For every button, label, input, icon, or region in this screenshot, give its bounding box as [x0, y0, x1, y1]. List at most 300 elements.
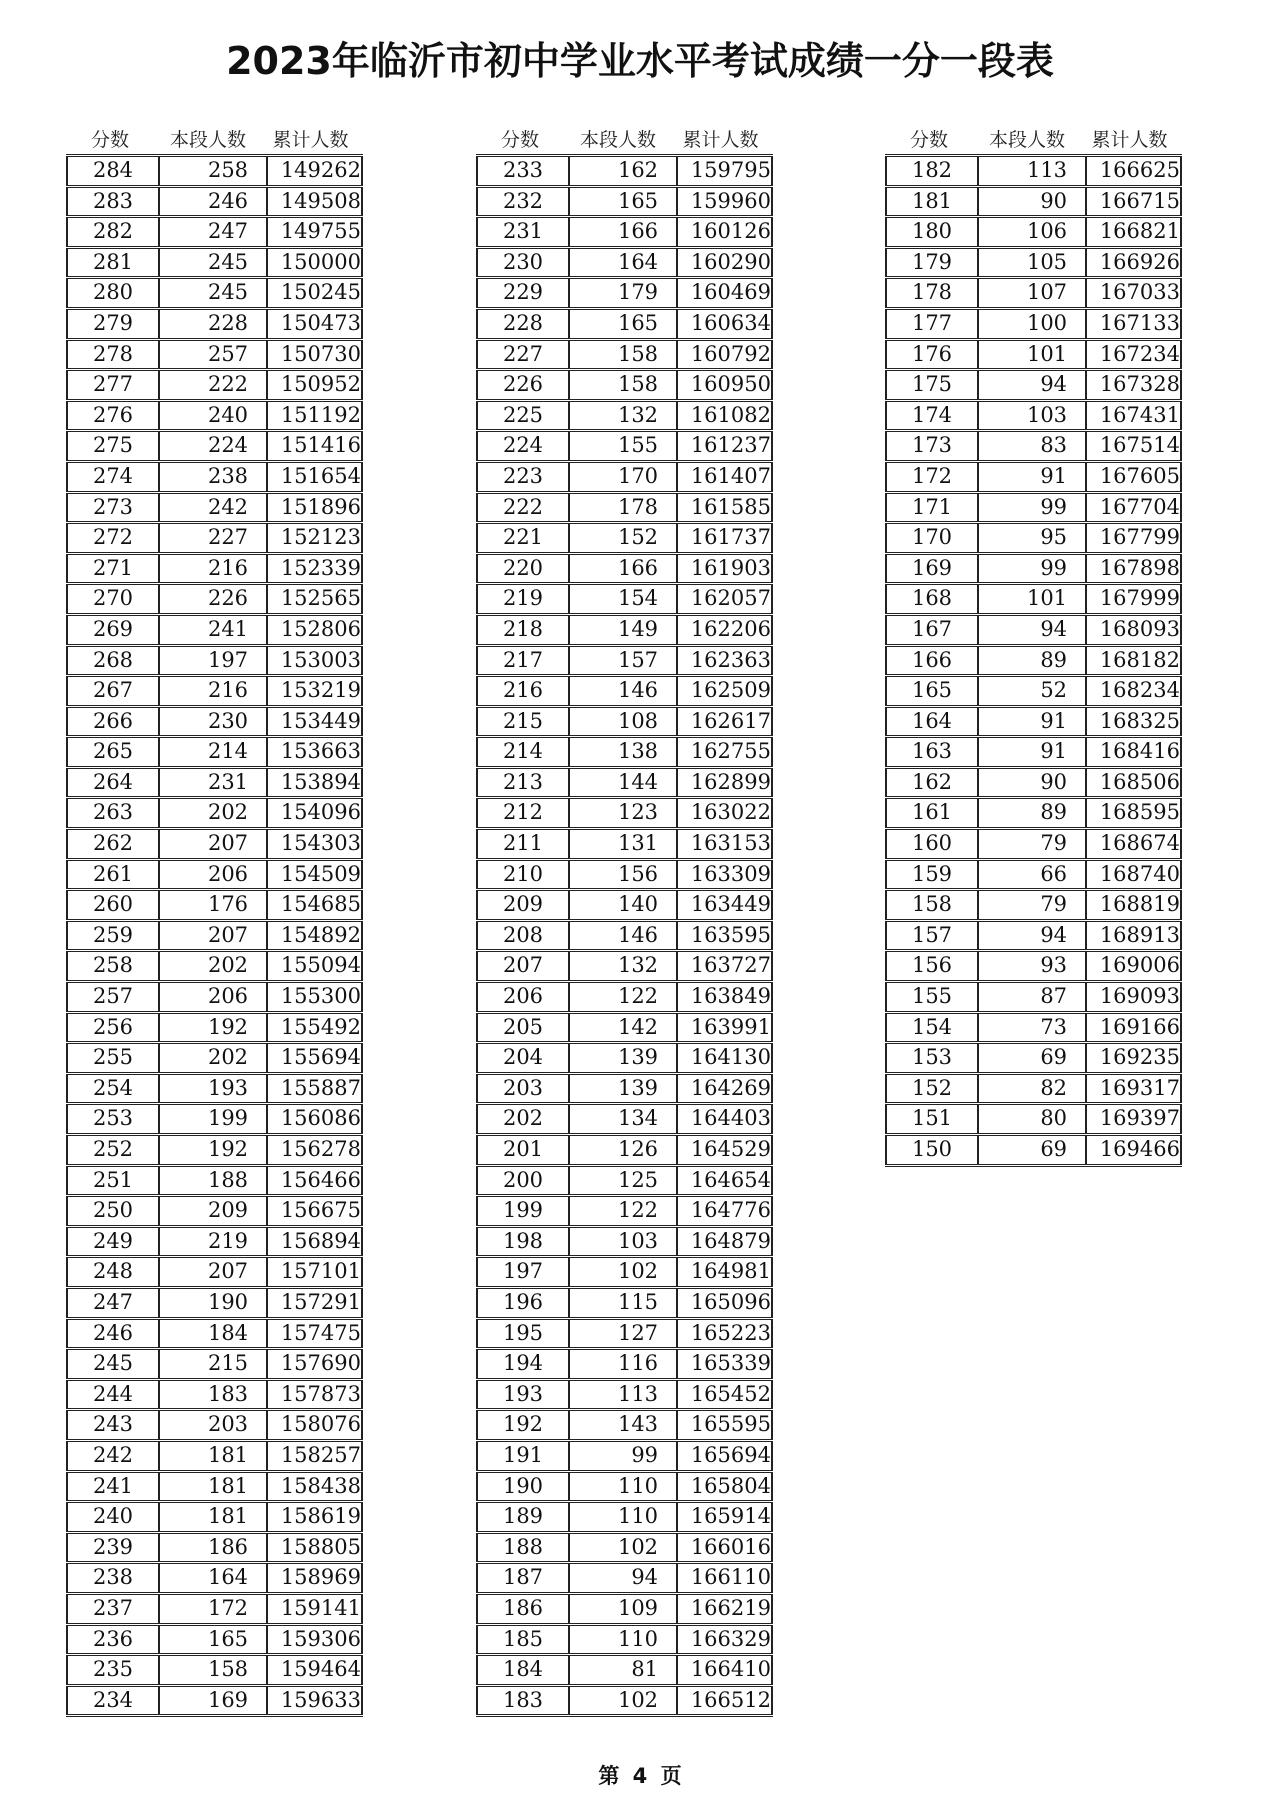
segment-count-cell: 158: [568, 371, 676, 399]
table-row: [66, 708, 363, 739]
table-row: [476, 1197, 773, 1228]
score-cell: 189: [476, 1503, 568, 1531]
segment-count-cell: 247: [158, 218, 266, 246]
segment-count-cell: 181: [158, 1503, 266, 1531]
score-cell: 270: [66, 585, 158, 613]
segment-count-cell: 226: [158, 585, 266, 613]
segment-count-cell: 222: [158, 371, 266, 399]
cumulative-count-cell: 168093: [1085, 616, 1182, 644]
score-cell: 215: [476, 708, 568, 736]
score-cell: 284: [66, 157, 158, 185]
cumulative-count-cell: 153003: [266, 647, 363, 675]
score-cell: 247: [66, 1289, 158, 1317]
table-row: [66, 1197, 363, 1228]
segment-count-cell: 102: [568, 1258, 676, 1286]
score-table-column-2: [476, 124, 773, 1717]
segment-count-cell: 203: [158, 1411, 266, 1439]
table-row: [476, 341, 773, 372]
table-row: [476, 1105, 773, 1136]
table-row: [66, 1228, 363, 1259]
cumulative-count-cell: 164130: [676, 1044, 773, 1072]
cumulative-count-cell: 158805: [266, 1534, 363, 1562]
cumulative-count-cell: 151654: [266, 463, 363, 491]
segment-count-cell: 139: [568, 1075, 676, 1103]
segment-count-cell: 158: [158, 1656, 266, 1684]
table-row: [885, 249, 1182, 280]
table-row: [66, 157, 363, 188]
cumulative-count-cell: 161585: [676, 494, 773, 522]
cumulative-count-cell: 157101: [266, 1258, 363, 1286]
cumulative-count-cell: 165339: [676, 1350, 773, 1378]
score-cell: 219: [476, 585, 568, 613]
table-row: [885, 708, 1182, 739]
cumulative-count-cell: 155300: [266, 983, 363, 1011]
segment-count-cell: 181: [158, 1473, 266, 1501]
cumulative-count-cell: 156675: [266, 1197, 363, 1225]
table-row: [66, 861, 363, 892]
table-row: [885, 830, 1182, 861]
table-row: [476, 463, 773, 494]
table-row: [476, 524, 773, 555]
segment-count-cell: 81: [568, 1656, 676, 1684]
segment-count-cell: 257: [158, 341, 266, 369]
table-row: [476, 279, 773, 310]
score-cell: 170: [885, 524, 977, 552]
score-cell: 210: [476, 861, 568, 889]
score-cell: 253: [66, 1105, 158, 1133]
table-row: [476, 1014, 773, 1045]
score-cell: 171: [885, 494, 977, 522]
score-cell: 179: [885, 249, 977, 277]
segment-count-cell: 190: [158, 1289, 266, 1317]
cumulative-count-cell: 164529: [676, 1136, 773, 1164]
cumulative-count-cell: 154892: [266, 922, 363, 950]
cumulative-count-cell: 154096: [266, 799, 363, 827]
header-cumulative-count: 累计人数: [1091, 129, 1168, 151]
score-cell: 211: [476, 830, 568, 858]
score-cell: 246: [66, 1320, 158, 1348]
cumulative-count-cell: 159306: [266, 1626, 363, 1654]
score-cell: 226: [476, 371, 568, 399]
table-row: [476, 218, 773, 249]
segment-count-cell: 131: [568, 830, 676, 858]
cumulative-count-cell: 165096: [676, 1289, 773, 1317]
table-row: [885, 1136, 1182, 1167]
segment-count-cell: 215: [158, 1350, 266, 1378]
score-cell: 231: [476, 218, 568, 246]
cumulative-count-cell: 150473: [266, 310, 363, 338]
cumulative-count-cell: 153663: [266, 738, 363, 766]
cumulative-count-cell: 158969: [266, 1564, 363, 1592]
table-row: [66, 1687, 363, 1718]
segment-count-cell: 188: [158, 1167, 266, 1195]
score-cell: 259: [66, 922, 158, 950]
table-row: [66, 402, 363, 433]
score-table-column-1: [66, 124, 363, 1717]
table-row: [476, 769, 773, 800]
cumulative-count-cell: 160290: [676, 249, 773, 277]
score-cell: 236: [66, 1626, 158, 1654]
segment-count-cell: 162: [568, 157, 676, 185]
table-row: [66, 1350, 363, 1381]
cumulative-count-cell: 150730: [266, 341, 363, 369]
score-cell: 271: [66, 555, 158, 583]
segment-count-cell: 178: [568, 494, 676, 522]
header-segment-count: 本段人数: [579, 129, 656, 151]
score-cell: 258: [66, 952, 158, 980]
table-row: [885, 922, 1182, 953]
table-header: [66, 124, 363, 154]
score-cell: 150: [885, 1136, 977, 1164]
segment-count-cell: 227: [158, 524, 266, 552]
table-row: [476, 1503, 773, 1534]
cumulative-count-cell: 164269: [676, 1075, 773, 1103]
segment-count-cell: 94: [977, 616, 1085, 644]
segment-count-cell: 143: [568, 1411, 676, 1439]
table-row: [476, 677, 773, 708]
cumulative-count-cell: 161237: [676, 432, 773, 460]
segment-count-cell: 219: [158, 1228, 266, 1256]
segment-count-cell: 206: [158, 861, 266, 889]
score-cell: 252: [66, 1136, 158, 1164]
table-row: [885, 218, 1182, 249]
cumulative-count-cell: 152806: [266, 616, 363, 644]
segment-count-cell: 115: [568, 1289, 676, 1317]
table-row: [885, 1014, 1182, 1045]
cumulative-count-cell: 155094: [266, 952, 363, 980]
segment-count-cell: 140: [568, 891, 676, 919]
score-cell: 208: [476, 922, 568, 950]
segment-count-cell: 102: [568, 1534, 676, 1562]
segment-count-cell: 206: [158, 983, 266, 1011]
segment-count-cell: 193: [158, 1075, 266, 1103]
cumulative-count-cell: 149262: [266, 157, 363, 185]
table-row: [476, 1044, 773, 1075]
score-cell: 265: [66, 738, 158, 766]
score-cell: 190: [476, 1473, 568, 1501]
segment-count-cell: 172: [158, 1595, 266, 1623]
segment-count-cell: 230: [158, 708, 266, 736]
header-score: 分数: [500, 129, 539, 151]
cumulative-count-cell: 165804: [676, 1473, 773, 1501]
score-cell: 198: [476, 1228, 568, 1256]
table-row: [476, 555, 773, 586]
table-row: [66, 310, 363, 341]
table-row: [66, 1595, 363, 1626]
score-cell: 256: [66, 1014, 158, 1042]
score-cell: 201: [476, 1136, 568, 1164]
segment-count-cell: 139: [568, 1044, 676, 1072]
table-row: [885, 1044, 1182, 1075]
segment-count-cell: 127: [568, 1320, 676, 1348]
cumulative-count-cell: 162899: [676, 769, 773, 797]
cumulative-count-cell: 163991: [676, 1014, 773, 1042]
cumulative-count-cell: 151192: [266, 402, 363, 430]
score-cell: 193: [476, 1381, 568, 1409]
cumulative-count-cell: 164403: [676, 1105, 773, 1133]
segment-count-cell: 110: [568, 1473, 676, 1501]
score-cell: 205: [476, 1014, 568, 1042]
score-cell: 273: [66, 494, 158, 522]
table-row: [476, 157, 773, 188]
table-row: [885, 585, 1182, 616]
cumulative-count-cell: 154685: [266, 891, 363, 919]
score-cell: 266: [66, 708, 158, 736]
table-row: [885, 769, 1182, 800]
table-row: [476, 738, 773, 769]
score-cell: 277: [66, 371, 158, 399]
cumulative-count-cell: 150952: [266, 371, 363, 399]
segment-count-cell: 91: [977, 463, 1085, 491]
segment-count-cell: 165: [568, 310, 676, 338]
cumulative-count-cell: 153449: [266, 708, 363, 736]
table-row: [66, 1442, 363, 1473]
table-row: [476, 432, 773, 463]
score-cell: 199: [476, 1197, 568, 1225]
segment-count-cell: 176: [158, 891, 266, 919]
table-row: [66, 1626, 363, 1657]
table-row: [885, 738, 1182, 769]
score-cell: 272: [66, 524, 158, 552]
segment-count-cell: 83: [977, 432, 1085, 460]
table-row: [66, 188, 363, 219]
segment-count-cell: 240: [158, 402, 266, 430]
cumulative-count-cell: 165595: [676, 1411, 773, 1439]
segment-count-cell: 110: [568, 1626, 676, 1654]
segment-count-cell: 156: [568, 861, 676, 889]
cumulative-count-cell: 167514: [1085, 432, 1182, 460]
segment-count-cell: 103: [977, 402, 1085, 430]
score-cell: 184: [476, 1656, 568, 1684]
table-row: [476, 585, 773, 616]
cumulative-count-cell: 155887: [266, 1075, 363, 1103]
segment-count-cell: 108: [568, 708, 676, 736]
score-cell: 181: [885, 188, 977, 216]
table-row: [66, 1105, 363, 1136]
cumulative-count-cell: 166821: [1085, 218, 1182, 246]
cumulative-count-cell: 161082: [676, 402, 773, 430]
cumulative-count-cell: 161737: [676, 524, 773, 552]
score-cell: 216: [476, 677, 568, 705]
table-row: [476, 1136, 773, 1167]
cumulative-count-cell: 168819: [1085, 891, 1182, 919]
table-row: [885, 310, 1182, 341]
segment-count-cell: 245: [158, 279, 266, 307]
segment-count-cell: 202: [158, 952, 266, 980]
table-row: [476, 952, 773, 983]
segment-count-cell: 184: [158, 1320, 266, 1348]
cumulative-count-cell: 166715: [1085, 188, 1182, 216]
cumulative-count-cell: 166926: [1085, 249, 1182, 277]
table-row: [66, 922, 363, 953]
table-row: [476, 1320, 773, 1351]
segment-count-cell: 116: [568, 1350, 676, 1378]
segment-count-cell: 165: [158, 1626, 266, 1654]
cumulative-count-cell: 162057: [676, 585, 773, 613]
table-row: [476, 494, 773, 525]
score-cell: 241: [66, 1473, 158, 1501]
table-row: [476, 983, 773, 1014]
score-cell: 173: [885, 432, 977, 460]
cumulative-count-cell: 159464: [266, 1656, 363, 1684]
segment-count-cell: 199: [158, 1105, 266, 1133]
cumulative-count-cell: 166110: [676, 1564, 773, 1592]
segment-count-cell: 186: [158, 1534, 266, 1562]
table-row: [66, 585, 363, 616]
cumulative-count-cell: 163309: [676, 861, 773, 889]
segment-count-cell: 113: [568, 1381, 676, 1409]
score-cell: 229: [476, 279, 568, 307]
cumulative-count-cell: 167033: [1085, 279, 1182, 307]
segment-count-cell: 125: [568, 1167, 676, 1195]
score-cell: 248: [66, 1258, 158, 1286]
score-cell: 233: [476, 157, 568, 185]
cumulative-count-cell: 169235: [1085, 1044, 1182, 1072]
segment-count-cell: 207: [158, 830, 266, 858]
table-row: [476, 1626, 773, 1657]
segment-count-cell: 216: [158, 555, 266, 583]
table-row: [66, 616, 363, 647]
score-cell: 202: [476, 1105, 568, 1133]
segment-count-cell: 183: [158, 1381, 266, 1409]
score-cell: 263: [66, 799, 158, 827]
cumulative-count-cell: 160469: [676, 279, 773, 307]
score-cell: 245: [66, 1350, 158, 1378]
segment-count-cell: 192: [158, 1136, 266, 1164]
segment-count-cell: 246: [158, 188, 266, 216]
header-cumulative-count: 累计人数: [272, 129, 349, 151]
score-cell: 212: [476, 799, 568, 827]
table-row: [476, 891, 773, 922]
score-cell: 223: [476, 463, 568, 491]
score-cell: 151: [885, 1105, 977, 1133]
cumulative-count-cell: 165223: [676, 1320, 773, 1348]
segment-count-cell: 122: [568, 983, 676, 1011]
table-row: [885, 279, 1182, 310]
header-score: 分数: [90, 129, 129, 151]
cumulative-count-cell: 162617: [676, 708, 773, 736]
score-cell: 204: [476, 1044, 568, 1072]
table-row: [66, 494, 363, 525]
table-row: [66, 1014, 363, 1045]
segment-count-cell: 154: [568, 585, 676, 613]
score-cell: 172: [885, 463, 977, 491]
segment-count-cell: 202: [158, 799, 266, 827]
cumulative-count-cell: 167328: [1085, 371, 1182, 399]
score-cell: 196: [476, 1289, 568, 1317]
score-cell: 221: [476, 524, 568, 552]
segment-count-cell: 155: [568, 432, 676, 460]
score-cell: 225: [476, 402, 568, 430]
segment-count-cell: 90: [977, 188, 1085, 216]
table-row: [476, 1687, 773, 1718]
segment-count-cell: 100: [977, 310, 1085, 338]
table-row: [476, 708, 773, 739]
cumulative-count-cell: 167605: [1085, 463, 1182, 491]
score-cell: 178: [885, 279, 977, 307]
score-cell: 268: [66, 647, 158, 675]
segment-count-cell: 93: [977, 952, 1085, 980]
table-row: [66, 1503, 363, 1534]
score-cell: 168: [885, 585, 977, 613]
segment-count-cell: 103: [568, 1228, 676, 1256]
cumulative-count-cell: 156894: [266, 1228, 363, 1256]
cumulative-count-cell: 165914: [676, 1503, 773, 1531]
score-cell: 279: [66, 310, 158, 338]
cumulative-count-cell: 168674: [1085, 830, 1182, 858]
score-cell: 153: [885, 1044, 977, 1072]
segment-count-cell: 69: [977, 1044, 1085, 1072]
cumulative-count-cell: 157873: [266, 1381, 363, 1409]
score-cell: 261: [66, 861, 158, 889]
table-row: [476, 1075, 773, 1106]
score-cell: 254: [66, 1075, 158, 1103]
table-row: [885, 524, 1182, 555]
score-cell: 214: [476, 738, 568, 766]
score-cell: 157: [885, 922, 977, 950]
score-cell: 165: [885, 677, 977, 705]
score-table-column-3: [885, 124, 1182, 1167]
score-cell: 164: [885, 708, 977, 736]
table-body: [66, 154, 363, 1717]
cumulative-count-cell: 164654: [676, 1167, 773, 1195]
score-cell: 222: [476, 494, 568, 522]
segment-count-cell: 149: [568, 616, 676, 644]
cumulative-count-cell: 169166: [1085, 1014, 1182, 1042]
header-segment-count: 本段人数: [988, 129, 1065, 151]
table-row: [476, 1258, 773, 1289]
segment-count-cell: 158: [568, 341, 676, 369]
cumulative-count-cell: 163153: [676, 830, 773, 858]
table-row: [66, 830, 363, 861]
cumulative-count-cell: 155492: [266, 1014, 363, 1042]
score-cell: 282: [66, 218, 158, 246]
segment-count-cell: 224: [158, 432, 266, 460]
segment-count-cell: 73: [977, 1014, 1085, 1042]
segment-count-cell: 99: [568, 1442, 676, 1470]
cumulative-count-cell: 149755: [266, 218, 363, 246]
score-cell: 267: [66, 677, 158, 705]
table-row: [885, 157, 1182, 188]
segment-count-cell: 166: [568, 555, 676, 583]
score-cell: 251: [66, 1167, 158, 1195]
table-row: [476, 1411, 773, 1442]
cumulative-count-cell: 168506: [1085, 769, 1182, 797]
cumulative-count-cell: 164981: [676, 1258, 773, 1286]
segment-count-cell: 216: [158, 677, 266, 705]
score-cell: 188: [476, 1534, 568, 1562]
cumulative-count-cell: 159960: [676, 188, 773, 216]
cumulative-count-cell: 167799: [1085, 524, 1182, 552]
page-title: 2023年临沂市初中学业水平考试成绩一分一段表: [226, 39, 1054, 83]
table-row: [885, 647, 1182, 678]
score-cell: 249: [66, 1228, 158, 1256]
table-row: [476, 1381, 773, 1412]
cumulative-count-cell: 168182: [1085, 647, 1182, 675]
table-row: [885, 494, 1182, 525]
table-row: [476, 830, 773, 861]
table-row: [66, 677, 363, 708]
table-row: [476, 1289, 773, 1320]
segment-count-cell: 99: [977, 555, 1085, 583]
cumulative-count-cell: 154303: [266, 830, 363, 858]
segment-count-cell: 214: [158, 738, 266, 766]
cumulative-count-cell: 149508: [266, 188, 363, 216]
table-row: [885, 677, 1182, 708]
score-cell: 191: [476, 1442, 568, 1470]
table-row: [66, 1656, 363, 1687]
cumulative-count-cell: 167133: [1085, 310, 1182, 338]
